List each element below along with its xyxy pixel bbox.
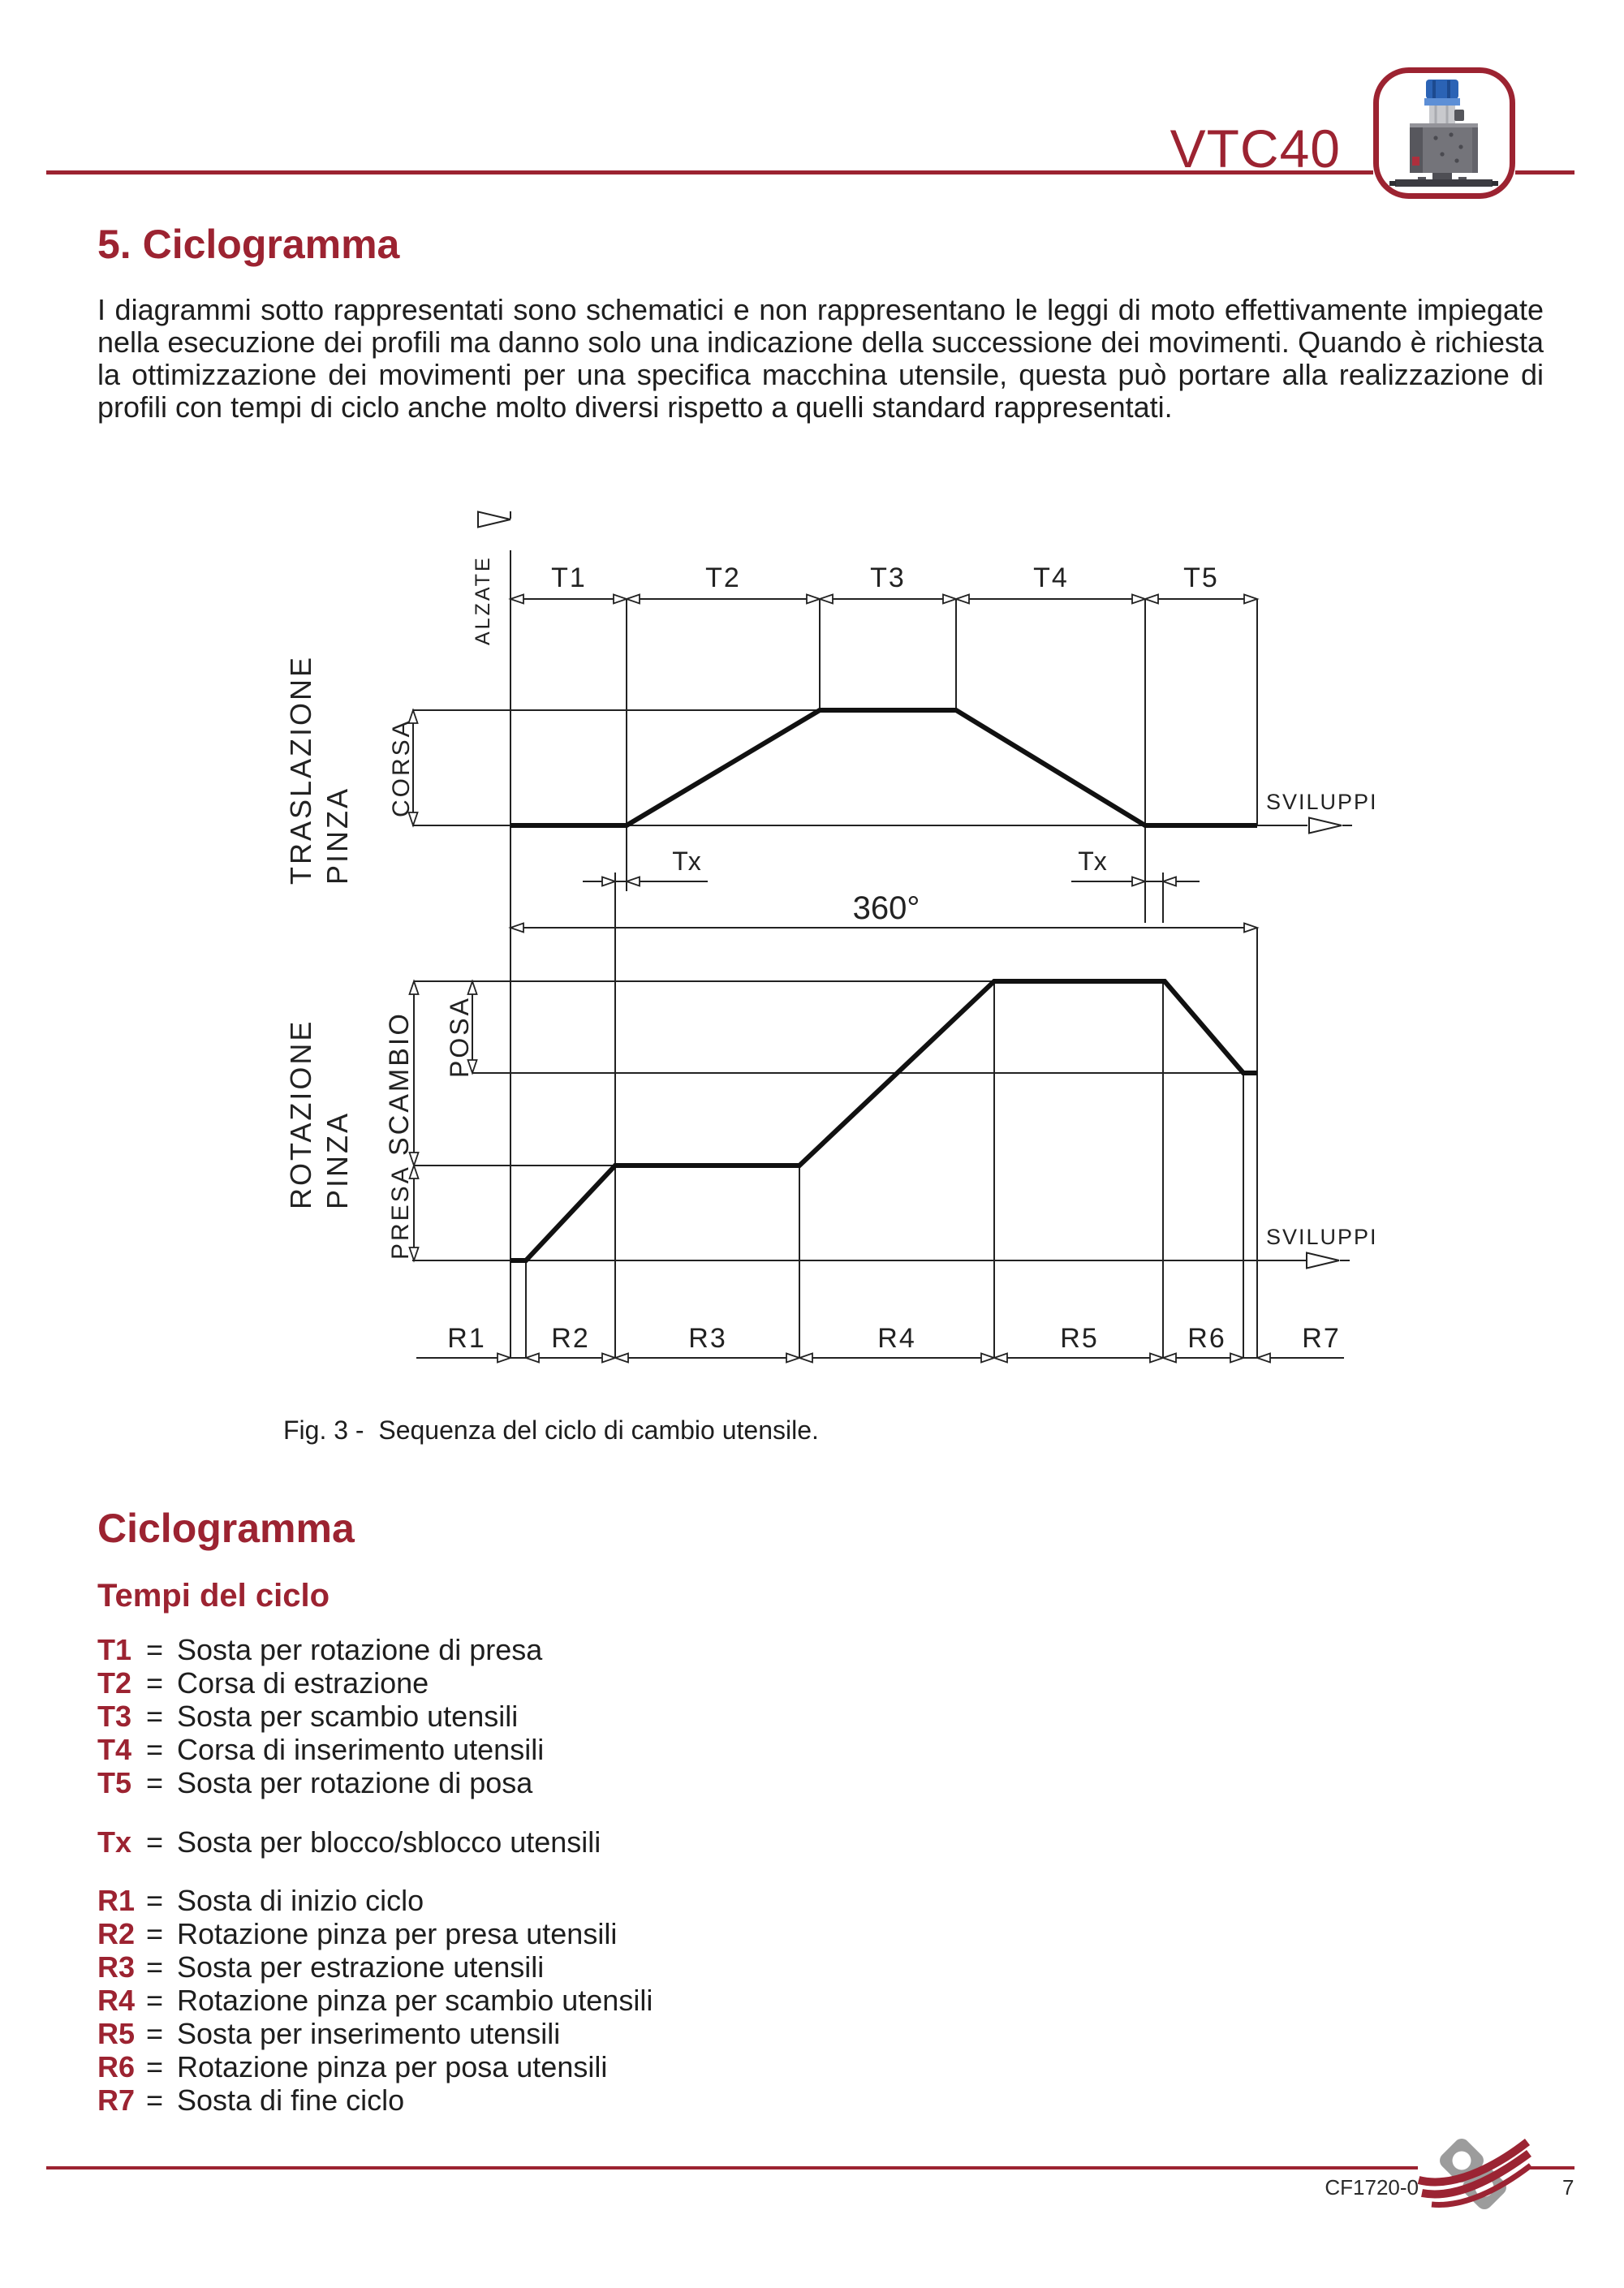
- y-axis-label: ALZATE: [472, 555, 494, 645]
- bottom-diagram-row-label: PINZA: [321, 1110, 354, 1209]
- definition-row: R4 = Rotazione pinza per scambio utensili: [97, 1984, 1071, 2017]
- definition-desc: Rotazione pinza per posa utensili: [177, 2050, 608, 2083]
- definition-row: R6 = Rotazione pinza per posa utensili: [97, 2050, 1071, 2083]
- definition-key: R7: [97, 2083, 136, 2117]
- product-image-box: [1373, 67, 1515, 199]
- definition-key: T2: [97, 1666, 132, 1700]
- product-title: VTC40: [1170, 118, 1341, 179]
- t-definitions: [97, 1633, 1071, 1799]
- r-segment-label: R2: [551, 1323, 590, 1354]
- definition-key: R5: [97, 2017, 136, 2050]
- definition-row: T2 = Corsa di estrazione: [97, 1666, 1071, 1700]
- place-label: POSA: [445, 996, 474, 1078]
- r-segment-label: R6: [1187, 1323, 1226, 1354]
- t-segment-label: T3: [870, 562, 906, 593]
- definition-key: Tx: [97, 1825, 132, 1859]
- definition-row: T4 = Corsa di inserimento utensili: [97, 1733, 1071, 1766]
- cycle-diagram: [243, 487, 1412, 1396]
- section-title-2: Ciclogramma: [97, 1506, 355, 1551]
- tx-definition: [97, 1825, 1071, 1859]
- definition-key: T1: [97, 1633, 132, 1666]
- lock-time-label: Tx: [1078, 847, 1107, 876]
- footer-rule-left: [46, 2166, 1418, 2170]
- lock-time-label: Tx: [672, 847, 701, 876]
- definition-key: T3: [97, 1700, 132, 1733]
- r-definitions: [97, 1884, 1071, 2117]
- y-axis-arrow-icon: [478, 511, 510, 528]
- definition-desc: Corsa di inserimento utensili: [177, 1733, 545, 1766]
- definition-desc: Rotazione pinza per scambio utensili: [177, 1984, 653, 2017]
- definition-desc: Corsa di estrazione: [177, 1666, 429, 1700]
- definition-row: R2 = Rotazione pinza per presa utensili: [97, 1917, 1071, 1950]
- definition-key: R4: [97, 1984, 136, 2017]
- definition-key: R1: [97, 1884, 136, 1917]
- pick-label: PRESA: [387, 1165, 414, 1260]
- x-axis-label-top: SVILUPPI: [1266, 790, 1378, 814]
- top-diagram-row-label: TRASLAZIONE: [284, 654, 317, 885]
- definition-desc: Sosta per rotazione di posa: [177, 1766, 533, 1799]
- definition-desc: Sosta per estrazione utensili: [177, 1950, 545, 1984]
- exchange-label: SCAMBIO: [384, 1011, 415, 1156]
- definition-row: Tx = Sosta per blocco/sblocco utensili: [97, 1825, 1071, 1859]
- intro-paragraph: I diagrammi sotto rappresentati sono schematici e non rappresentano le leggi di moto effettivamente impiegate nella esecuzione dei profili ma danno solo una indicazione della successione dei movimenti. Quando è richiesta la ottimizzazione dei movimenti per una specifica macchina utensile, questa può portare alla realizzazione di profili con tempi di ciclo anche molto diversi rispetto a quelli standard rappresentati.: [97, 293, 1544, 424]
- t-segment-label: T4: [1033, 562, 1069, 593]
- r-segment-label: R4: [877, 1323, 916, 1354]
- definition-key: T4: [97, 1733, 132, 1766]
- definition-key: R3: [97, 1950, 136, 1984]
- x-axis-label-bottom: SVILUPPI: [1266, 1225, 1378, 1249]
- stroke-label: CORSA: [388, 718, 415, 817]
- tool-changer-image: [1379, 73, 1510, 193]
- bottom-diagram-row-label: ROTAZIONE: [284, 1019, 317, 1209]
- definition-row: R3 = Sosta per estrazione utensili: [97, 1950, 1071, 1984]
- definition-desc: Sosta per inserimento utensili: [177, 2017, 561, 2050]
- x-axis-arrow-top-icon: [1309, 818, 1352, 834]
- diagram-construction-lines: [412, 550, 1344, 1358]
- definition-row: T3 = Sosta per scambio utensili: [97, 1700, 1071, 1733]
- cycle-angle-label: 360°: [852, 890, 920, 926]
- definition-desc: Sosta per blocco/sblocco utensili: [177, 1825, 601, 1859]
- definition-row: R7 = Sosta di fine ciclo: [97, 2083, 1071, 2117]
- definition-row: R5 = Sosta per inserimento utensili: [97, 2017, 1071, 2050]
- definition-desc: Sosta per rotazione di presa: [177, 1633, 543, 1666]
- section-subtitle: Tempi del ciclo: [97, 1578, 330, 1614]
- definition-key: R6: [97, 2050, 136, 2083]
- document-code: CF1720-0: [1325, 2175, 1419, 2200]
- definition-desc: Sosta per scambio utensili: [177, 1700, 519, 1733]
- rotation-profile: [510, 981, 1257, 1260]
- t-segment-label: T1: [551, 562, 587, 593]
- definition-row: R1 = Sosta di inizio ciclo: [97, 1884, 1071, 1917]
- r-segment-label: R3: [688, 1323, 727, 1354]
- t-segment-label: T2: [705, 562, 741, 593]
- definition-desc: Sosta di inizio ciclo: [177, 1884, 424, 1917]
- top-diagram-row-label: PINZA: [321, 786, 354, 885]
- r-segment-label: R7: [1302, 1323, 1341, 1354]
- brand-logo: [1414, 2128, 1592, 2234]
- definition-row: T1 = Sosta per rotazione di presa: [97, 1633, 1071, 1666]
- page-number: 7: [1562, 2175, 1574, 2200]
- x-axis-arrow-bottom-icon: [1307, 1253, 1350, 1269]
- definition-key: R2: [97, 1917, 136, 1950]
- r-segment-label: R5: [1060, 1323, 1099, 1354]
- header-rule-right: [1515, 170, 1574, 175]
- t-segment-label: T5: [1183, 562, 1219, 593]
- figure-caption: Fig. 3 - Sequenza del ciclo di cambio utensile.: [283, 1415, 819, 1445]
- definition-key: T5: [97, 1766, 132, 1799]
- section-title: 5. Ciclogramma: [97, 222, 400, 267]
- r-segment-label: R1: [447, 1323, 486, 1354]
- definition-desc: Rotazione pinza per presa utensili: [177, 1917, 618, 1950]
- definition-row: T5 = Sosta per rotazione di posa: [97, 1766, 1071, 1799]
- definition-desc: Sosta di fine ciclo: [177, 2083, 405, 2117]
